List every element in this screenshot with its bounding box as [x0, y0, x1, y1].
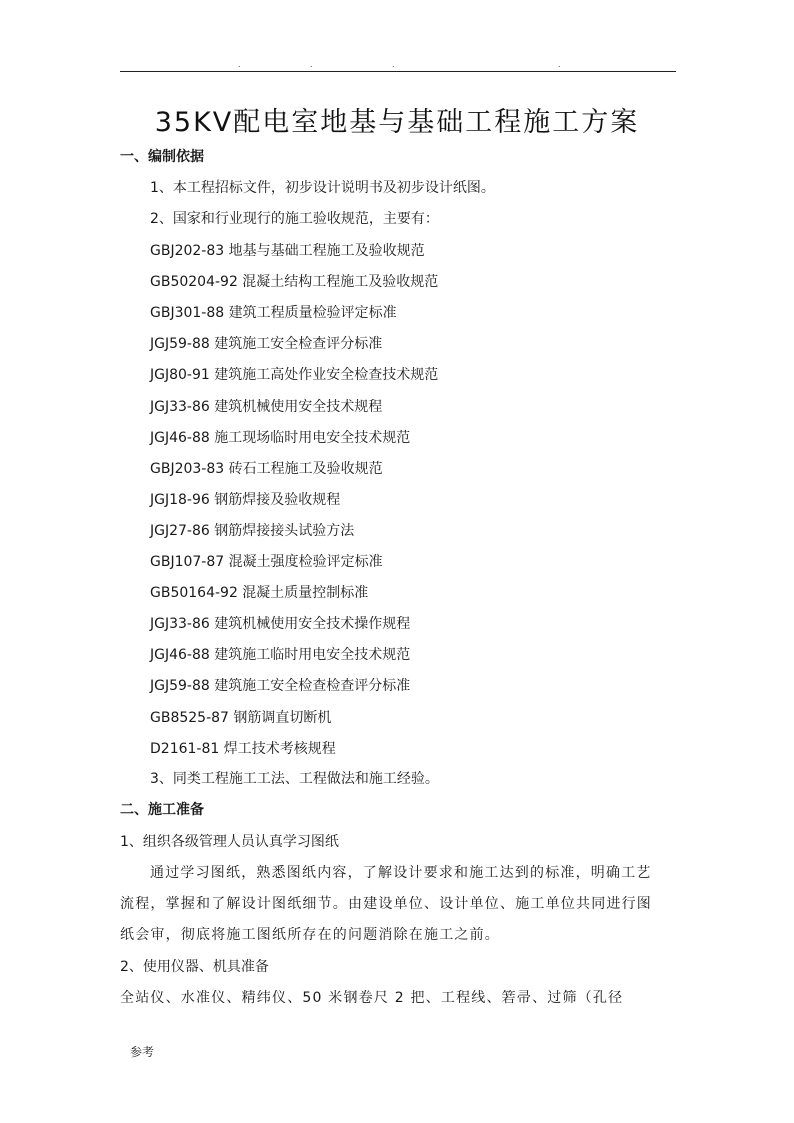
standard-item: GBJ107-87 混凝土强度检验评定标准 [150, 554, 383, 570]
document-title: 35KV配电室地基与基础工程施工方案 [154, 107, 640, 138]
standard-item: JGJ27-86 钢筋焊接接头试验方法 [150, 523, 355, 539]
header-dots [120, 60, 676, 70]
preparation-sub-2: 2、使用仪器、机具准备 [120, 959, 269, 975]
standard-item: GB50204-92 混凝土结构工程施工及验收规范 [150, 274, 439, 290]
standard-item: GBJ301-88 建筑工程质量检验评定标准 [150, 305, 397, 321]
paragraph-line: 流程，掌握和了解设计图纸细节。由建设单位、设计单位、施工单位共同进行图 [120, 896, 652, 912]
standard-item: JGJ46-88 建筑施工临时用电安全技术规范 [150, 647, 411, 663]
section-heading-basis: 一、编制依据 [120, 149, 204, 165]
standard-item: D2161-81 焊工技术考核规程 [150, 741, 336, 757]
standard-item: JGJ59-88 建筑施工安全检查评分标准 [150, 336, 383, 352]
standard-item: JGJ18-96 钢筋焊接及验收规程 [150, 492, 341, 508]
header-rule [120, 71, 676, 72]
header-dot: . [238, 60, 241, 69]
basis-item-3: 3、同类工程施工工法、工程做法和施工经验。 [150, 771, 439, 787]
standard-item: JGJ33-86 建筑机械使用安全技术规程 [150, 399, 383, 415]
header-dot: . [310, 60, 313, 69]
section-heading-preparation: 二、施工准备 [120, 802, 204, 818]
standard-item: JGJ59-88 建筑施工安全检查检查评分标准 [150, 678, 411, 694]
standard-item: GB8525-87 钢筋调直切断机 [150, 710, 332, 726]
paragraph-line: 纸会审，彻底将施工图纸所存在的问题消除在施工之前。 [120, 927, 500, 943]
paragraph-line: 通过学习图纸，熟悉图纸内容，了解设计要求和施工达到的标准，明确工艺 [150, 865, 652, 881]
standard-item: GBJ203-83 砖石工程施工及验收规范 [150, 461, 383, 477]
paragraph-line: 全站仪、水准仪、精纬仪、50 米钢卷尺 2 把、工程线、箬帚、过筛（孔径 [120, 990, 624, 1006]
header-dot: . [392, 60, 395, 69]
standard-item: JGJ80-91 建筑施工高处作业安全检查技术规范 [150, 367, 439, 383]
standard-item: JGJ46-88 施工现场临时用电安全技术规范 [150, 430, 411, 446]
preparation-sub-1: 1、组织各级管理人员认真学习图纸 [120, 834, 339, 850]
header-dot: . [558, 60, 561, 69]
footer-label: 参考 [130, 1045, 155, 1059]
standard-item: GBJ202-83 地基与基础工程施工及验收规范 [150, 243, 425, 259]
basis-item-2: 2、国家和行业现行的施工验收规范，主要有： [150, 211, 439, 227]
standard-item: JGJ33-86 建筑机械使用安全技术操作规程 [150, 616, 411, 632]
basis-item-1: 1、本工程招标文件，初步设计说明书及初步设计纸图。 [150, 180, 495, 196]
standard-item: GB50164-92 混凝土质量控制标准 [150, 585, 369, 601]
